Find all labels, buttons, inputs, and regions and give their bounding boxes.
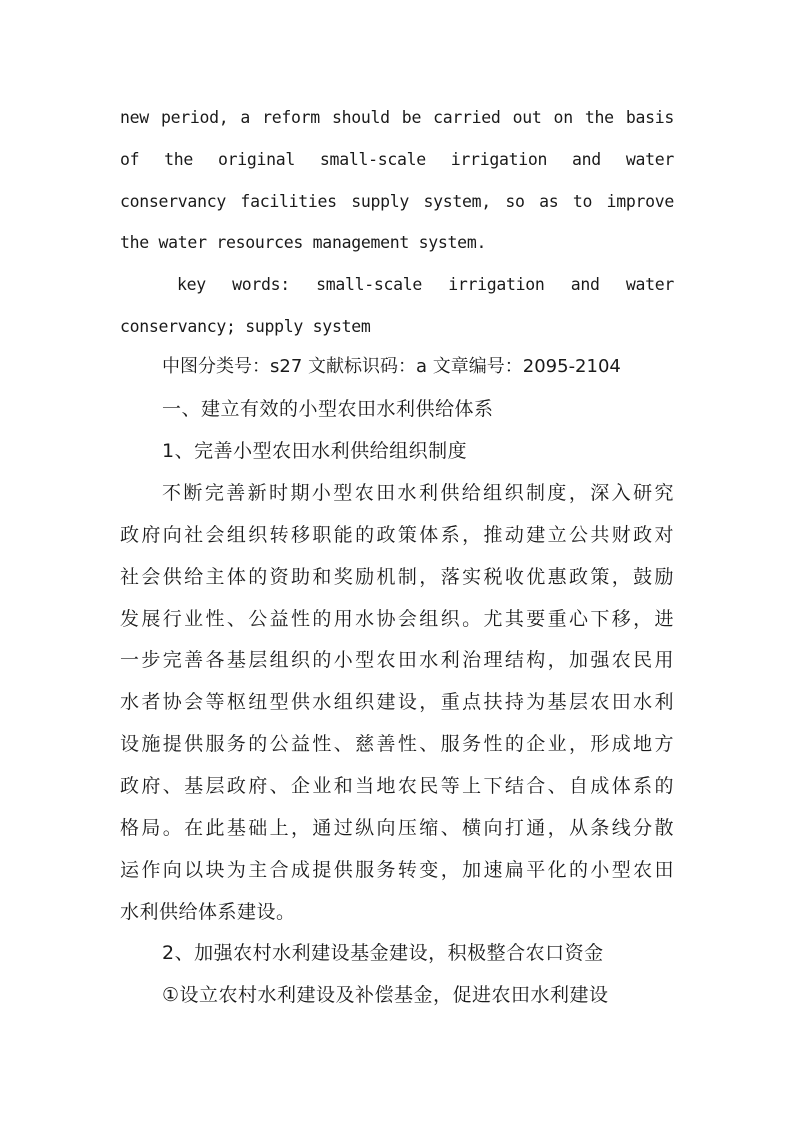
abstract-line-1: new period, a reform should be carried out on the basis — [120, 108, 674, 127]
paragraph-line-5: 一步完善各基层组织的小型农田水利治理结构，加强农民用 — [120, 649, 674, 671]
paragraph-line-3: 社会供给主体的资助和奖励机制，落实税收优惠政策，鼓励 — [120, 566, 674, 588]
abstract-line-3: conservancy facilities supply system, so as to improve — [120, 192, 674, 211]
abstract-line-4: the water resources management system. — [120, 233, 487, 252]
paragraph-line-2: 政府向社会组织转移职能的政策体系，推动建立公共财政对 — [120, 524, 674, 546]
subsection-2-heading: 2、加强农村水利建设基金建设，积极整合农口资金 — [162, 942, 604, 964]
paragraph-line-1: 不断完善新时期小型农田水利供给组织制度，深入研究 — [162, 482, 674, 504]
subsection-2-item-1: ①设立农村水利建设及补偿基金，促进农田水利建设 — [162, 984, 609, 1006]
section-heading: 一、建立有效的小型农田水利供给体系 — [162, 398, 494, 420]
paragraph-line-8: 政府、基层政府、企业和当地农民等上下结合、自成体系的 — [120, 775, 674, 797]
paragraph-line-7: 设施提供服务的公益性、慈善性、服务性的企业，形成地方 — [120, 733, 674, 755]
paragraph-line-11: 水利供给体系建设。 — [120, 901, 296, 923]
abstract-line-2: of the original small-scale irrigation and water — [120, 150, 674, 169]
paragraph-line-6: 水者协会等枢纽型供水组织建设，重点扶持为基层农田水利 — [120, 691, 674, 713]
paragraph-line-9: 格局。在此基础上，通过纵向压缩、横向打通，从条线分散 — [120, 817, 674, 839]
keywords-line-2: conservancy; supply system — [120, 317, 371, 336]
subsection-1-heading: 1、完善小型农田水利供给组织制度 — [162, 440, 468, 462]
classification-line: 中图分类号：s27 文献标识码：a 文章编号：2095-2104 — [162, 356, 621, 377]
paragraph-line-10: 运作向以块为主合成提供服务转变，加速扁平化的小型农田 — [120, 859, 674, 881]
paragraph-line-4: 发展行业性、公益性的用水协会组织。尤其要重心下移，进 — [120, 608, 674, 630]
keywords-line-1: key words: small-scale irrigation and water — [177, 275, 674, 294]
